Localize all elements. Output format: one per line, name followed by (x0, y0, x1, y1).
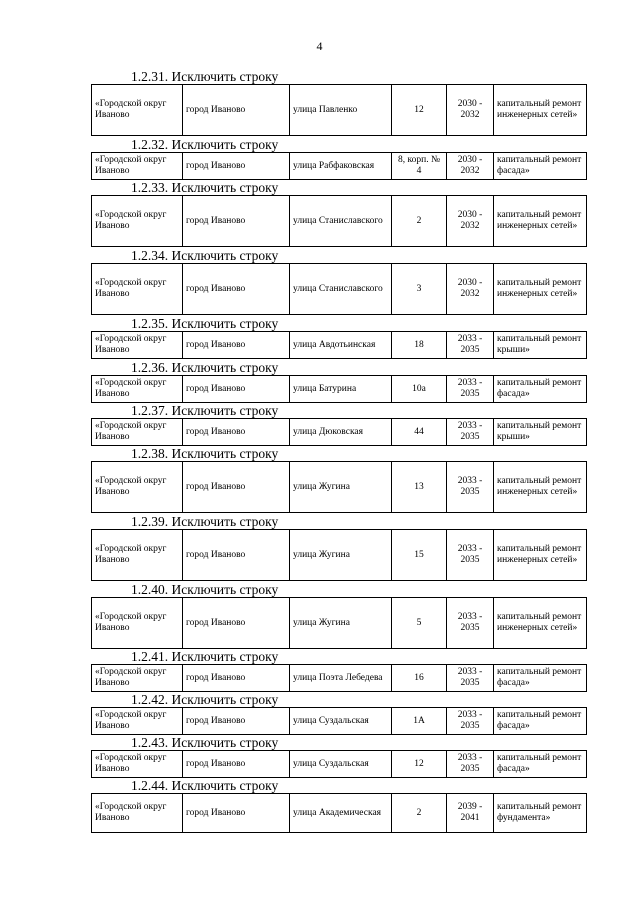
period-cell: 2033 - 2035 (447, 665, 494, 692)
house-cell: 15 (392, 530, 447, 581)
street-cell: улица Батурина (290, 376, 392, 403)
section-heading: 1.2.34. Исключить строку (131, 248, 279, 263)
city-cell: город Иваново (183, 462, 290, 513)
period-cell: 2030 - 2032 (447, 153, 494, 180)
city-cell: город Иваново (183, 665, 290, 692)
street-cell: улица Рабфаковская (290, 153, 392, 180)
house-cell: 5 (392, 598, 447, 649)
municipality-cell: «Городской округ Иваново (92, 264, 183, 315)
work-type-cell: капитальный ремонт инженерных сетей» (494, 462, 587, 513)
municipality-cell: «Городской округ Иваново (92, 419, 183, 446)
table-row (91, 195, 587, 247)
section-heading: 1.2.36. Исключить строку (131, 360, 279, 375)
period-cell: 2033 - 2035 (447, 419, 494, 446)
house-cell: 16 (392, 665, 447, 692)
period-cell: 2030 - 2032 (447, 85, 494, 136)
period-cell: 2033 - 2035 (447, 332, 494, 359)
table-row (91, 152, 587, 180)
municipality-cell: «Городской округ Иваново (92, 751, 183, 778)
city-cell: город Иваново (183, 794, 290, 833)
section-heading: 1.2.43. Исключить строку (131, 735, 279, 750)
house-cell: 2 (392, 196, 447, 247)
period-cell: 2033 - 2035 (447, 751, 494, 778)
period-cell: 2033 - 2035 (447, 530, 494, 581)
house-cell: 10а (392, 376, 447, 403)
work-type-cell: капитальный ремонт фасада» (494, 665, 587, 692)
city-cell: город Иваново (183, 153, 290, 180)
municipality-cell: «Городской округ Иваново (92, 85, 183, 136)
table-row (91, 331, 587, 359)
municipality-cell: «Городской округ Иваново (92, 332, 183, 359)
section-heading: 1.2.35. Исключить строку (131, 316, 279, 331)
city-cell: город Иваново (183, 376, 290, 403)
house-cell: 12 (392, 751, 447, 778)
house-cell: 1А (392, 708, 447, 735)
work-type-cell: капитальный ремонт фасада» (494, 153, 587, 180)
work-type-cell: капитальный ремонт инженерных сетей» (494, 264, 587, 315)
house-cell: 13 (392, 462, 447, 513)
city-cell: город Иваново (183, 332, 290, 359)
street-cell: улица Жугина (290, 598, 392, 649)
municipality-cell: «Городской округ Иваново (92, 376, 183, 403)
table-row (91, 461, 587, 513)
house-cell: 18 (392, 332, 447, 359)
table-row (91, 84, 587, 136)
city-cell: город Иваново (183, 264, 290, 315)
municipality-cell: «Городской округ Иваново (92, 530, 183, 581)
section-heading: 1.2.41. Исключить строку (131, 649, 279, 664)
municipality-cell: «Городской округ Иваново (92, 665, 183, 692)
street-cell: улица Суздальская (290, 751, 392, 778)
municipality-cell: «Городской округ Иваново (92, 196, 183, 247)
street-cell: улица Авдотьинская (290, 332, 392, 359)
work-type-cell: капитальный ремонт крыши» (494, 332, 587, 359)
work-type-cell: капитальный ремонт инженерных сетей» (494, 530, 587, 581)
municipality-cell: «Городской округ Иваново (92, 794, 183, 833)
section-heading: 1.2.44. Исключить строку (131, 778, 279, 793)
section-heading: 1.2.33. Исключить строку (131, 180, 279, 195)
city-cell: город Иваново (183, 530, 290, 581)
city-cell: город Иваново (183, 85, 290, 136)
city-cell: город Иваново (183, 598, 290, 649)
section-heading: 1.2.31. Исключить строку (131, 69, 279, 84)
table-row (91, 707, 587, 735)
table-row (91, 263, 587, 315)
street-cell: улица Станиславского (290, 196, 392, 247)
house-cell: 8, корп. № 4 (392, 153, 447, 180)
street-cell: улица Академическая (290, 794, 392, 833)
city-cell: город Иваново (183, 196, 290, 247)
table-row (91, 375, 587, 403)
period-cell: 2033 - 2035 (447, 376, 494, 403)
street-cell: улица Павленко (290, 85, 392, 136)
street-cell: улица Станиславского (290, 264, 392, 315)
period-cell: 2039 - 2041 (447, 794, 494, 833)
table-row (91, 597, 587, 649)
municipality-cell: «Городской округ Иваново (92, 708, 183, 735)
city-cell: город Иваново (183, 419, 290, 446)
house-cell: 44 (392, 419, 447, 446)
house-cell: 12 (392, 85, 447, 136)
period-cell: 2033 - 2035 (447, 462, 494, 513)
city-cell: город Иваново (183, 751, 290, 778)
table-row (91, 664, 587, 692)
work-type-cell: капитальный ремонт фасада» (494, 376, 587, 403)
table-row (91, 750, 587, 778)
house-cell: 3 (392, 264, 447, 315)
street-cell: улица Жугина (290, 530, 392, 581)
city-cell: город Иваново (183, 708, 290, 735)
table-row (91, 529, 587, 581)
work-type-cell: капитальный ремонт фасада» (494, 751, 587, 778)
page-number: 4 (316, 39, 323, 53)
street-cell: улица Дюковская (290, 419, 392, 446)
table-row (91, 793, 587, 833)
section-heading: 1.2.37. Исключить строку (131, 403, 279, 418)
period-cell: 2033 - 2035 (447, 598, 494, 649)
municipality-cell: «Городской округ Иваново (92, 462, 183, 513)
work-type-cell: капитальный ремонт инженерных сетей» (494, 598, 587, 649)
work-type-cell: капитальный ремонт инженерных сетей» (494, 85, 587, 136)
street-cell: улица Суздальская (290, 708, 392, 735)
period-cell: 2030 - 2032 (447, 196, 494, 247)
work-type-cell: капитальный ремонт фундамента» (494, 794, 587, 833)
period-cell: 2033 - 2035 (447, 708, 494, 735)
municipality-cell: «Городской округ Иваново (92, 598, 183, 649)
municipality-cell: «Городской округ Иваново (92, 153, 183, 180)
work-type-cell: капитальный ремонт фасада» (494, 708, 587, 735)
work-type-cell: капитальный ремонт крыши» (494, 419, 587, 446)
house-cell: 2 (392, 794, 447, 833)
section-heading: 1.2.39. Исключить строку (131, 514, 279, 529)
section-heading: 1.2.40. Исключить строку (131, 582, 279, 597)
section-heading: 1.2.42. Исключить строку (131, 692, 279, 707)
table-row (91, 418, 587, 446)
street-cell: улица Жугина (290, 462, 392, 513)
section-heading: 1.2.38. Исключить строку (131, 446, 279, 461)
period-cell: 2030 - 2032 (447, 264, 494, 315)
section-heading: 1.2.32. Исключить строку (131, 137, 279, 152)
street-cell: улица Поэта Лебедева (290, 665, 392, 692)
work-type-cell: капитальный ремонт инженерных сетей» (494, 196, 587, 247)
